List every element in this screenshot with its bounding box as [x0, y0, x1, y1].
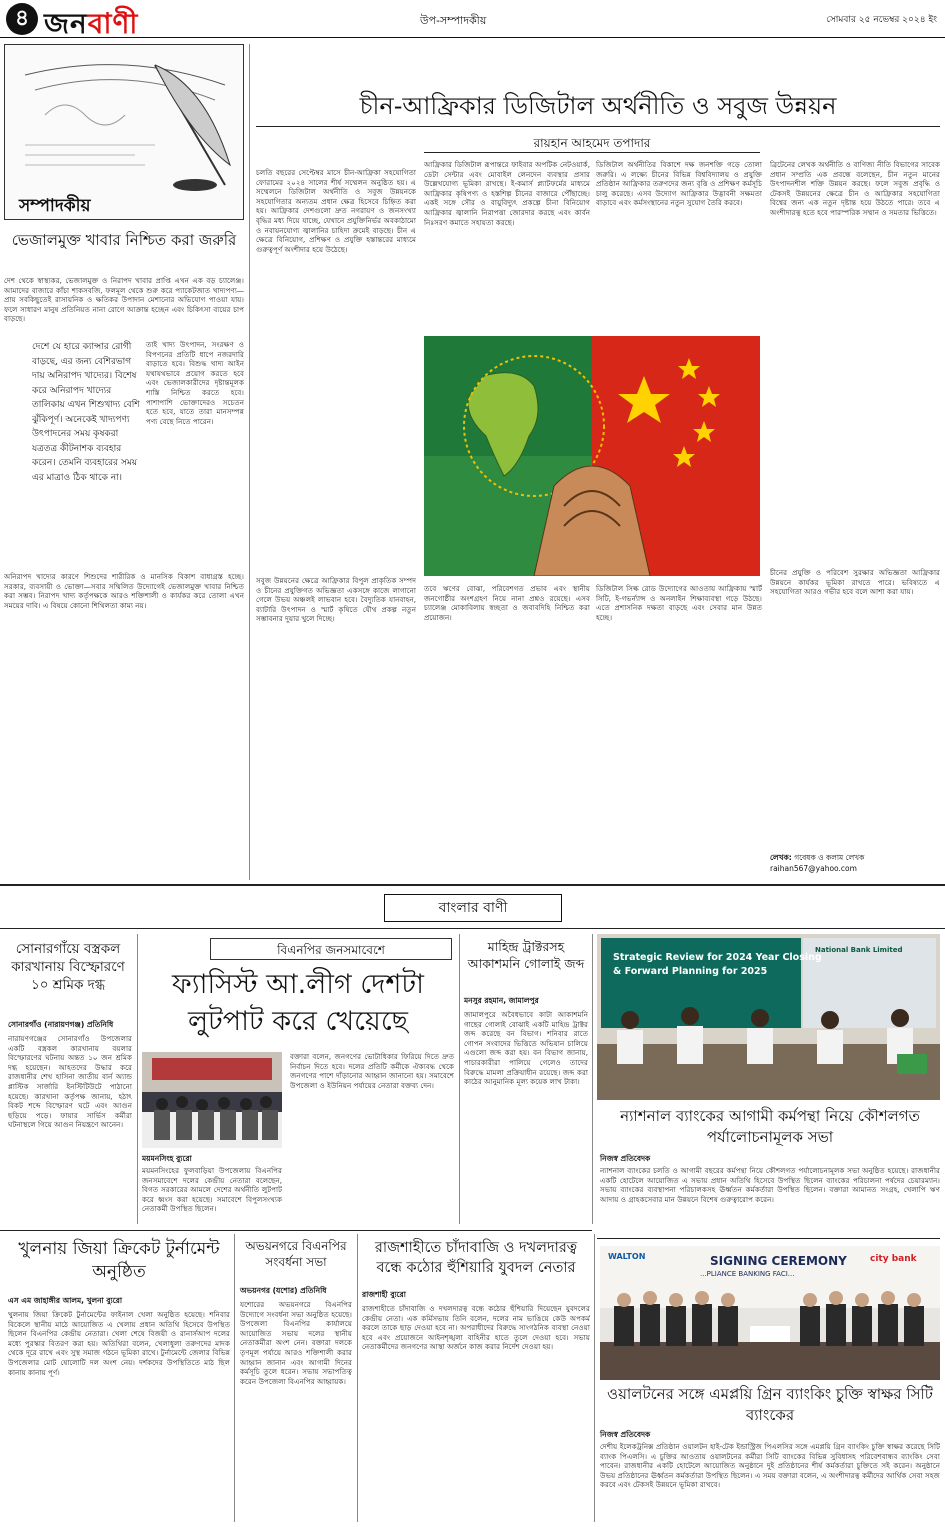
publication-date: সোমবার ২৫ নভেম্বর ২০২৪ ইং — [826, 15, 937, 25]
nbl-title[interactable]: ন্যাশনাল ব্যাংকের আগামী কর্মপন্থা নিয়ে কৌশলগত পর্যালোচনামূলক সভা — [620, 1107, 920, 1146]
rally-crowd-image — [142, 1052, 282, 1148]
feature-col-2: আফ্রিকার ডিজিটাল রূপান্তরে ফাইবার অপটিক নেটওয়ার্ক, ডেটা সেন্টার এবং মোবাইল লেনদেন ব্যবস্থার প্রসার উল্লেখযোগ্য ভূমিকা রাখছে। ই-কমার্স প্ল্যাটফর্মের মাধ্যমে আফ্রিকার কৃষিপণ্য ও হস্তশিল্প চীনের বাজারে পৌঁছাচ্ছে। একই সঙ্গে সৌর ও বায়ুবিদ্যুৎ প্রকল্পে চীনা বিনিয়োগ আফ্রিকার জ্বালানি নিরাপত্তা জোরদার করছে এবং কার্বন নিঃসরণ কমাতে সহায়তা করছে। — [424, 160, 590, 227]
editorial-body: দেশ থেকে স্বাস্থ্যকর, ভেজালমুক্ত ও নিরাপদ খাবার প্রাপ্তি এখন এক বড় চ্যালেঞ্জ। আমাদের বাজারে কাঁচা শাকসবজি, ফলমূল থেকে শুরু করে প্যাকেটজাত খাদ্যপণ্য—প্রায় সবকিছুতেই রাসায়নিক ও ক্ষতিকর উপাদান মেশানোর অভিযোগ পাওয়া যায়। ফলে সাধারণ মানুষ প্রতিনিয়ত নানা রোগে আক্রান্ত হচ্ছেন এবং চিকিৎসা ব্যয়ের চাপ বাড়ছে। — [4, 276, 244, 324]
feature-col-4: ব্রিটেনের লেখক অর্থনীতি ও বাণিজ্য নীতি বিভাগের সাবেক প্রধান সম্প্রতি এক প্রবন্ধে বলেছেন, চীন নতুন মানের উৎপাদনশীল শক্তি উন্নয়ন করছে। ফলে সবুজ প্রবৃদ্ধি ও টেকসই উন্নয়নের ক্ষেত্রে চীন ও আফ্রিকার সহযোগিতা বিশ্বের জন্য এক নতুন দৃষ্টান্ত হয়ে উঠতে পারে। তবে এ অংশীদারত্ব হতে হবে পারস্পরিক সম্মান ও সমতার ভিত্তিতে। — [770, 160, 940, 217]
feature-col-1b: সবুজ উন্নয়নের ক্ষেত্রে আফ্রিকার বিপুল প্রাকৃতিক সম্পদ ও চীনের প্রযুক্তিগত অভিজ্ঞতা একসঙ্গে কাজে লাগানো গেলে উভয় অঞ্চলই লাভবান হবে। বৈদ্যুতিক যানবাহন, ব্যাটারি উৎপাদন ও স্মার্ট কৃষিতে যৌথ প্রকল্প নতুন সম্ভাবনার দুয়ার খুলে দিচ্ছে। — [256, 576, 416, 624]
walton-signing-photo — [600, 1246, 940, 1380]
walton-title[interactable]: ওয়ালটনের সঙ্গে এমপ্লয়ি গ্রিন ব্যাংকিং চুক্তি স্বাক্ষর সিটি ব্যাংকের — [607, 1385, 933, 1424]
banglar-bani-text: বাংলার বাণী — [438, 900, 508, 916]
masthead-logo[interactable] — [44, 2, 138, 49]
feature-bottom-rule — [0, 884, 945, 886]
feature-title[interactable]: চীন-আফ্রিকার ডিজিটাল অর্থনীতি ও সবুজ উন্নয়ন — [359, 92, 837, 120]
abhaynagar-dateline: অভয়নগর (যশোর) প্রতিনিধি — [240, 1286, 327, 1295]
cricket-body: খুলনায় জিয়া ক্রিকেট টুর্নামেন্টের ফাইনাল খেলা অনুষ্ঠিত হয়েছে। শনিবার বিকেলে স্থানীয় মাঠে আয়োজিত এ খেলায় প্রধান অতিথি হিসেবে উপস্থিত ছিলেন বিএনপির কেন্দ্রীয় নেতারা। খেলা শেষে বিজয়ী ও রানার্সআপ দলের মধ্যে পুরস্কার বিতরণ করা হয়। অতিথিরা বলেন, খেলাধুলা তরুণদের মাদক থেকে দূরে রাখে এবং সুস্থ সমাজ গঠনে ভূমিকা রাখে। টুর্নামেন্টে জেলার বিভিন্ন উপজেলার মোট ষোলোটি দল অংশ নেয়। দর্শকদের উপস্থিতিতে মাঠ ছিল কানায় কানায় পূর্ণ। — [8, 1310, 230, 1377]
nbl-screen-title-1: Strategic Review for 2024 Year Closing — [613, 952, 822, 963]
editorial-body-3: অনিরাপদ খাদ্যের কারণে শিশুদের শারীরিক ও মানসিক বিকাশ বাধাগ্রস্ত হচ্ছে। সরকার, ব্যবসায়ী ও ভোক্তা—সবার সম্মিলিত উদ্যোগেই ভেজালমুক্ত খাবার নিশ্চিত করা সম্ভব। নিরাপদ খাদ্য কর্তৃপক্ষকে আরও শক্তিশালী ও কার্যকর করে তোলা এখন সময়ের দাবি। এ বিষয়ে কোনো শিথিলতা কাম্য নয়। — [4, 572, 244, 610]
feature-title-rule — [256, 126, 940, 127]
cricket-dateline: এস এম জাহাঙ্গীর আলম, খুলনা ব্যুরো — [8, 1296, 123, 1305]
bnp-kicker-text: বিএনপির জনসমাবেশে — [277, 943, 385, 957]
feature-col-4b: চীনের প্রযুক্তি ও পরিবেশ সুরক্ষার অভিজ্ঞতা আফ্রিকার উন্নয়নে কার্যকর ভূমিকা রাখতে পারে। ভবিষ্যতে এ সহযোগিতা আরও গভীর হবে বলে আশা করা যায়। — [770, 568, 940, 597]
middle-row-rule — [0, 1230, 592, 1231]
walton-sign-brand: WALTON — [608, 1252, 646, 1261]
masthead-part1: জন — [44, 7, 88, 40]
column-divider — [592, 934, 593, 1224]
editorial-label: সম্পাদকীয় — [19, 196, 91, 216]
editorial-body-2: তাই খাদ্য উৎপাদন, সংরক্ষণ ও বিপণনের প্রতিটি ধাপে নজরদারি বাড়াতে হবে। বিশুদ্ধ খাদ্য আইন যথাযথভাবে প্রয়োগ করতে হবে এবং ভেজালকারীদের দৃষ্টান্তমূলক শাস্তি নিশ্চিত করতে হবে। পাশাপাশি ভোক্তাদেরও সচেতন হতে হবে, যাতে তারা মানসম্পন্ন পণ্য বেছে নিতে পারেন। — [146, 340, 244, 426]
page-number: ৪ — [6, 3, 38, 35]
nbl-dateline: নিজস্ব প্রতিবেদক — [600, 1154, 651, 1163]
feature-col-1: চলতি বছরের সেপ্টেম্বর মাসে চীন-আফ্রিকা সহযোগিতা ফোরামের ২০২৪ সালের শীর্ষ সম্মেলন অনুষ্ঠিত হয়। এ সম্মেলনে ডিজিটাল অর্থনীতি ও সবুজ উন্নয়নকে সহযোগিতার অন্যতম প্রধান ক্ষেত্র হিসেবে চিহ্নিত করা হয়। আফ্রিকার দেশগুলো দ্রুত নগরায়ণ ও জনসংখ্যা বৃদ্ধির মধ্য দিয়ে যাচ্ছে, যেখানে প্রযুক্তিনির্ভর অবকাঠামো ও নবায়নযোগ্য জ্বালানির চাহিদা ক্রমেই বাড়ছে। চীন এ ক্ষেত্রে বিনিয়োগ, প্রশিক্ষণ ও প্রযুক্তি হস্তান্তরের মাধ্যমে গুরুত্বপূর্ণ অংশীদার হয়ে উঠেছে। — [256, 168, 416, 254]
feature-author-credit — [770, 852, 940, 874]
byline-rule — [424, 152, 760, 153]
walton-sign-title: SIGNING CEREMONY — [710, 1254, 847, 1268]
editorial-title[interactable]: ভেজালমুক্ত খাবার নিশ্চিত করা জরুরি — [11, 231, 237, 249]
column-divider — [234, 1234, 235, 1522]
city-bank-logo: city bank — [870, 1254, 917, 1264]
sonargaon-dateline: সোনারগাঁও (নারায়ণগঞ্জ) প্রতিনিধি — [8, 1020, 114, 1029]
bnp-kicker — [210, 938, 452, 960]
rajshahi-title[interactable]: রাজশাহীতে চাঁদাবাজি ও দখলদারত্ব বন্ধে কঠোর হুঁশিয়ারি যুবদল নেতার — [374, 1240, 578, 1276]
feature-col-2b: তবে ঋণের বোঝা, পরিবেশগত প্রভাব এবং স্থানীয় জনগোষ্ঠীর অংশগ্রহণ নিয়ে নানা প্রশ্নও রয়েছে। এসব চ্যালেঞ্জ মোকাবিলায় স্বচ্ছতা ও জবাবদিহি নিশ্চিত করা প্রয়োজন। — [424, 584, 590, 622]
column-divider — [137, 934, 138, 1224]
sonargaon-body: নারায়ণগঞ্জের সোনারগাঁও উপজেলার একটি বস্ত্রকল কারখানায় বয়লার বিস্ফোরণের ঘটনায় অন্তত ১০ জন শ্রমিক দগ্ধ হয়েছেন। আহতদের উদ্ধার করে রাজধানীর শেখ হাসিনা জাতীয় বার্ন অ্যান্ড প্লাস্টিক সার্জারি ইনস্টিটিউটে পাঠানো হয়েছে। কারখানা কর্তৃপক্ষ জানায়, হঠাৎ বিকট শব্দে বিস্ফোরণ ঘটে এবং আগুন ছড়িয়ে পড়ে। ফায়ার সার্ভিস কর্মীরা ঘটনাস্থলে গিয়ে আগুন নিয়ন্ত্রণে আনেন। — [8, 1034, 132, 1130]
mahindra-body: জামালপুরে অবৈধভাবে কাটা আকাশমনি গাছের গোলাই বোঝাই একটি মাহিন্দ্র ট্রাক্টর জব্দ করেছে বন বিভাগ। শনিবার রাতে গোপন সংবাদের ভিত্তিতে অভিযান চালিয়ে এগুলো জব্দ করা হয়। বন বিভাগ জানায়, পাচারকারীরা পালিয়ে গেলেও তাদের বিরুদ্ধে মামলা প্রক্রিয়াধীন রয়েছে। জব্দ করা কাঠের আনুমানিক মূল্য কয়েক লাখ টাকা। — [464, 1010, 588, 1087]
editorial-illustration — [4, 44, 244, 220]
abhaynagar-body: যশোরের অভয়নগরে বিএনপির উদ্যোগে সংবর্ধনা সভা অনুষ্ঠিত হয়েছে। উপজেলা বিএনপির কার্যালয়ে আয়োজিত সভায় দলের স্থানীয় নেতাকর্মীরা অংশ নেন। বক্তারা দলকে তৃণমূল পর্যায়ে আরও শক্তিশালী করার আহ্বান জানান এবং আগামী দিনের কর্মসূচি তুলে ধরেন। সভায় সভাপতিত্ব করেন উপজেলা বিএনপির আহ্বায়ক। — [240, 1300, 352, 1386]
mahindra-dateline: মনসুর রহমান, জামালপুর — [464, 996, 539, 1005]
cricket-title[interactable]: খুলনায় জিয়া ক্রিকেট টুর্নামেন্ট অনুষ্ঠিত — [18, 1239, 220, 1282]
column-divider — [459, 934, 460, 1224]
china-africa-illustration — [424, 336, 760, 576]
author-email[interactable]: raihan567@yahoo.com — [770, 864, 857, 873]
masthead-part2: বাণী — [87, 7, 139, 40]
rajshahi-body: রাজশাহীতে চাঁদাবাজি ও দখলদারত্ব বন্ধে কঠোর হুঁশিয়ারি দিয়েছেন যুবদলের কেন্দ্রীয় নেতা। এক কর্মিসভায় তিনি বলেন, দলের নাম ভাঙিয়ে কেউ অপকর্ম করলে তাকে ছাড় দেওয়া হবে না। অপরাধীদের বিরুদ্ধে সাংগঠনিক ব্যবস্থা নেওয়া হবে এবং প্রয়োজনে আইনশৃঙ্খলা বাহিনীর হাতে তুলে দেওয়া হবে। সভায় নেতাকর্মীদের জনগণের আস্থা অর্জনে কাজ করার নির্দেশ দেওয়া হয়। — [362, 1304, 590, 1352]
editorial-column — [4, 44, 244, 884]
nbl-body: ন্যাশনাল ব্যাংকের চলতি ও আগামী বছরের কর্মপন্থা নিয়ে কৌশলগত পর্যালোচনামূলক সভা অনুষ্ঠিত হয়েছে। রাজধানীর একটি হোটেলে আয়োজিত এ সভায় প্রধান অতিথি হিসেবে উপস্থিত ছিলেন ব্যাংকের পরিচালনা পর্ষদের চেয়ারম্যান। সভায় ব্যাংকের ব্যবস্থাপনা পরিচালকসহ ঊর্ধ্বতন কর্মকর্তারা উপস্থিত ছিলেন। বক্তারা আমানত সংগ্রহ, খেলাপি ঋণ আদায় ও গ্রাহকসেবার মান উন্নয়নে বিশেষ গুরুত্বারোপ করেন। — [600, 1166, 940, 1204]
quill-pen-icon — [5, 45, 243, 195]
section-name: উপ-সম্পাদকীয় — [420, 14, 487, 27]
walton-body: দেশীয় ইলেকট্রনিক্স প্রতিষ্ঠান ওয়ালটন হাই-টেক ইন্ডাস্ট্রিজ পিএলসির সঙ্গে এমপ্লয়ি গ্রিন ব্যাংকিং চুক্তি স্বাক্ষর করেছে সিটি ব্যাংক পিএলসি। এ চুক্তির আওতায় ওয়ালটনের কর্মীরা সিটি ব্যাংকের বিভিন্ন সুবিধাসহ পরিবেশবান্ধব ব্যাংকিং সেবা পাবেন। রাজধানীর একটি হোটেলে আয়োজিত অনুষ্ঠানে দুই প্রতিষ্ঠানের শীর্ষ কর্মকর্তারা চুক্তিতে সই করেন। অনুষ্ঠানে উভয় প্রতিষ্ঠানের ঊর্ধ্বতন কর্মকর্তারা উপস্থিত ছিলেন। এ সময় বক্তারা বলেন, এ অংশীদারত্ব কর্মীদের আর্থিক সেবা সহজ করবে এবং টেকসই উন্নয়নে ভূমিকা রাখবে। — [600, 1442, 940, 1490]
china-africa-flag-image — [424, 336, 760, 576]
nbl-bottom-rule — [597, 1238, 940, 1239]
banglar-bani-rule — [0, 928, 945, 929]
author-label: লেখক: — [770, 853, 792, 862]
column-divider — [594, 1234, 595, 1522]
bnp-rally-photo — [142, 1052, 282, 1148]
editorial-pull-quote: দেশে যে হারে ক্যান্সার রোগী বাড়ছে, এর জন্য বেশিরভাগ দায় অনিরাপদ খাদ্যের। বিশেষ করে অনিরাপদ খাদ্যের তালিকায় এখন শিশুখাদ্য বেশি ঝুঁকিপূর্ণ। অনেকেই খাদ্যপণ্য উৎপাদনের সময় কৃষকরা যত্রতত্র কীটনাশক ব্যবহার করেন। তেমনি ব্যবহারের সময় এর মাত্রাও ঠিক থাকে না। — [32, 342, 140, 483]
sonargaon-title[interactable]: সোনারগাঁয়ে বস্ত্রকল কারখানায় বিস্ফোরণে ১০ শ্রমিক দগ্ধ — [11, 941, 125, 993]
walton-dateline: নিজস্ব প্রতিবেদক — [600, 1430, 651, 1439]
rajshahi-dateline: রাজশাহী ব্যুরো — [362, 1290, 406, 1299]
nbl-bank-sign: National Bank Limited — [815, 946, 903, 954]
nbl-screen-title-2: & Forward Planning for 2025 — [613, 966, 768, 977]
column-divider — [357, 1234, 358, 1522]
feature-col-3b: ডিজিটাল সিল্ক রোড উদ্যোগের আওতায় আফ্রিকায় স্মার্ট সিটি, ই-গভর্ন্যান্স ও অনলাইন শিক্ষাব্যবস্থা গড়ে উঠছে। এতে প্রশাসনিক দক্ষতা বাড়ছে এবং সেবার মান উন্নত হচ্ছে। — [596, 584, 762, 622]
column-divider — [249, 44, 250, 880]
banglar-bani-label — [384, 894, 562, 922]
author-desc: গবেষক ও কলাম লেখক — [794, 853, 865, 862]
bnp-body: ময়মনসিংহের ফুলবাড়িয়া উপজেলায় বিএনপির জনসমাবেশে দলের কেন্দ্রীয় নেতারা বলেছেন, বিগত সরকারের আমলে দেশের অর্থনীতি লুটপাট করে ধ্বংস করা হয়েছে। সমাবেশে বিপুলসংখ্যক নেতাকর্মী উপস্থিত ছিলেন। — [142, 1166, 282, 1214]
walton-sign-subtitle: ...PLIANCE BANKING FACI... — [700, 1270, 795, 1278]
feature-col-3: ডিজিটাল অর্থনীতির বিকাশে দক্ষ জনশক্তি গড়ে তোলা জরুরি। এ লক্ষ্যে চীনের বিভিন্ন বিশ্ববিদ্যালয় ও প্রযুক্তি প্রতিষ্ঠান আফ্রিকার তরুণদের জন্য বৃত্তি ও প্রশিক্ষণ কর্মসূচি চালু করেছে। এসব উদ্যোগ আফ্রিকার উদ্ভাবনী সক্ষমতা বাড়াবে এবং কর্মসংস্থানের নতুন সুযোগ তৈরি করবে। — [596, 160, 762, 208]
page-header — [0, 0, 945, 38]
bnp-body-2: বক্তারা বলেন, জনগণের ভোটাধিকার ফিরিয়ে দিতে দ্রুত নির্বাচন দিতে হবে। দলের প্রতিটি কর্মীকে ঐক্যবদ্ধ থেকে জনগণের পাশে দাঁড়ানোর আহ্বান জানানো হয়। সমাবেশে উপজেলা ও ইউনিয়ন পর্যায়ের নেতারা বক্তব্য দেন। — [290, 1052, 454, 1090]
mahindra-title[interactable]: মাহিন্দ্র ট্রাক্টরসহ আকাশমনি গোলাই জব্দ — [467, 939, 585, 971]
nbl-meeting-photo — [597, 934, 940, 1100]
bnp-title[interactable]: ফ্যাসিস্ট আ.লীগ দেশটা লুটপাট করে খেয়েছে — [172, 969, 424, 1037]
feature-byline: রায়হান আহমেদ তপাদার — [533, 136, 651, 150]
abhaynagar-title[interactable]: অভয়নগরে বিএনপির সংবর্ধনা সভা — [245, 1239, 347, 1269]
bnp-dateline: ময়মনসিংহ ব্যুরো — [142, 1154, 192, 1163]
